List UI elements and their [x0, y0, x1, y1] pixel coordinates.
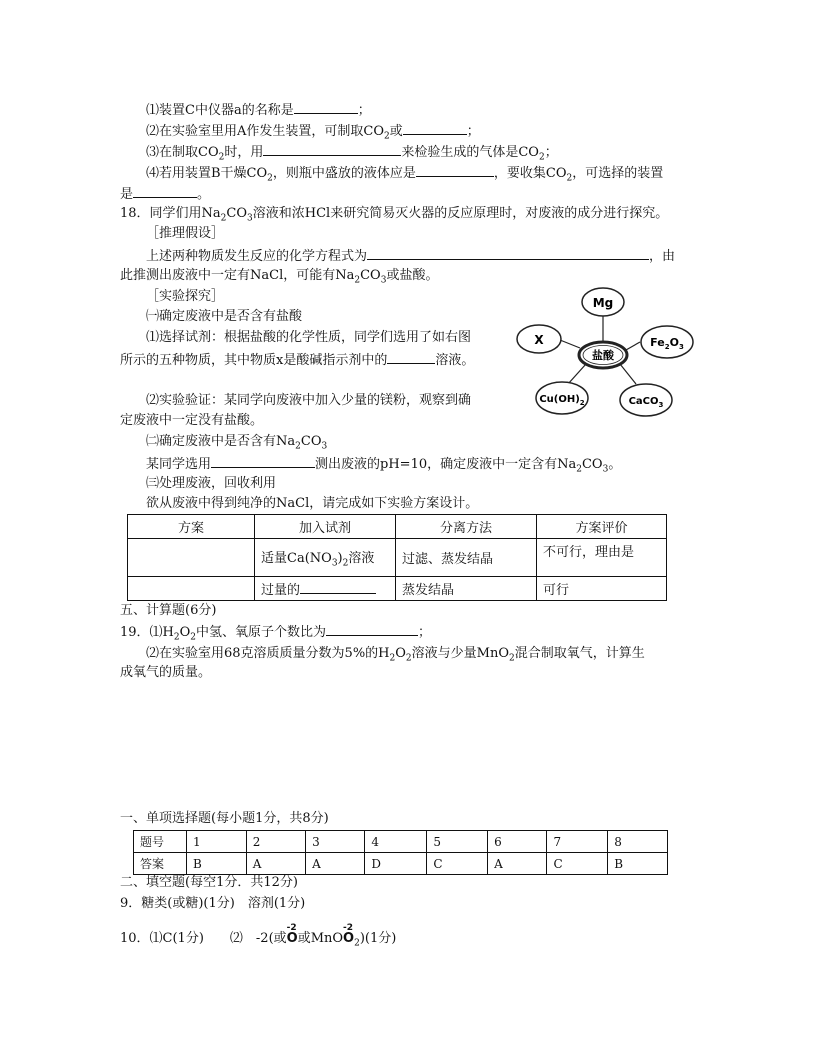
header-evaluation: 方案评价 [537, 515, 667, 539]
answer-blank[interactable] [387, 350, 435, 364]
question-number: 8 [608, 831, 668, 853]
part1-line2: 所示的五种物质，其中物质x是酸碱指示剂中的 溶液。 [120, 350, 474, 370]
q19-line2: ⑵在实验室用68克溶质质量分数为5%的$H_2O_2$溶液与少量MnO$_2$混合制取氧气，计算生 [146, 646, 645, 664]
answer-10: 10．⑴C(1分) ⑵ -2(或 -2 O或MnO -2 $O_2)(1$分) [120, 923, 397, 949]
oxygen-valence: -2 O [343, 923, 355, 946]
answers-sec2-title: 二、填空题(每空1分．共12分) [120, 875, 298, 890]
question-number: 2 [246, 831, 305, 853]
q17-line4: ⑷若用装置B干燥$CO_2$，则瓶中盛放的液体应是 ，要收集$CO_2$，可选择的装置 [146, 163, 663, 188]
answer-value: A [488, 853, 547, 875]
answer-blank[interactable] [403, 121, 467, 135]
hypothesis-line2: 此推测出废液中一定有NaCl，可能有$Na_2CO_3$或盐酸。 [120, 268, 439, 286]
answer-blank[interactable] [300, 580, 376, 594]
q18-intro: 18．同学们用$Na_2CO_3$溶液和浓HCl来研究简易灭火器的反应原理时，对废液的成分进行探究。 [120, 206, 669, 224]
answer-9: 9．糖类(或糖)(1分) 溶剂(1分) [120, 896, 306, 911]
answer-value: C [427, 853, 488, 875]
svg-text:CaCO3: CaCO$_3$ [628, 396, 664, 409]
answer-blank[interactable] [416, 163, 494, 177]
answers-sec1-title: 一、单项选择题(每小题1分，共8分) [120, 811, 329, 826]
reagent-cell: 过量的 [255, 577, 396, 601]
evaluation-cell: 不可行，理由是 [537, 539, 667, 577]
svg-text:盐酸: 盐酸 [592, 349, 614, 362]
equation-blank[interactable] [367, 246, 649, 260]
svg-text:X: X [534, 333, 544, 347]
part2-line: 某同学选用 测出废液的pH=10，确定废液中一定含有$Na_2CO_3$。 [146, 454, 621, 479]
part1-verify-line1: ⑵实验验证：某同学向废液中加入少量的镁粉，观察到确 [146, 393, 472, 408]
hcl-reaction-diagram [508, 284, 698, 420]
experiment-title: ［实验探究］ [146, 289, 225, 304]
node-x [517, 325, 561, 353]
svg-text:Cu(OH)2: $Cu(OH)_2$ [539, 394, 585, 407]
part1-line1: ⑴选择试剂：根据盐酸的化学性质，同学们选用了如右图 [146, 330, 472, 345]
part1-title: ㈠确定废液中是否含有盐酸 [146, 309, 303, 324]
answer-blank[interactable] [326, 622, 418, 636]
solution-table [127, 514, 667, 601]
node-mg [582, 288, 624, 316]
question-number: 7 [547, 831, 608, 853]
q17-line3: ⑶在制取$CO_2$时，用 来检验生成的气体是$CO_2$； [146, 142, 558, 167]
answer-blank[interactable] [263, 142, 401, 156]
answer-blank[interactable] [211, 454, 315, 468]
question-number: 6 [488, 831, 547, 853]
scheme-cell[interactable] [128, 539, 255, 577]
part3-line: 欲从废液中得到纯净的NaCl，请完成如下实验方案设计。 [146, 496, 479, 511]
part1-verify-line2: 定废液中一定没有盐酸。 [120, 413, 264, 428]
q19-line1: 19．$⑴H_2O_2$中氢、氧原子个数比为 ； [120, 622, 431, 647]
table-row [134, 853, 668, 875]
node-caco3 [620, 384, 672, 416]
question-number: 1 [187, 831, 247, 853]
part2-title: ㈡确定废液中是否含有$Na_2CO_3$ [146, 434, 328, 452]
section5-title: 五、计算题(6分) [120, 603, 217, 618]
oxygen-valence: -2 O [286, 923, 298, 946]
node-cuoh2 [536, 382, 588, 414]
question-number: 3 [306, 831, 365, 853]
table-header-row [128, 515, 667, 539]
question-number: 5 [427, 831, 488, 853]
hypothesis-line1: 上述两种物质发生反应的化学方程式为 ，由 [146, 246, 675, 266]
header-reagent: 加入试剂 [255, 515, 396, 539]
answer-value: B [608, 853, 668, 875]
row-label: 题号 [134, 831, 187, 853]
header-method: 分离方法 [396, 515, 537, 539]
node-hcl-center [579, 342, 627, 368]
row-label: 答案 [134, 853, 187, 875]
reagent-cell: 适量$Ca(NO_3)_2$溶液 [255, 539, 396, 577]
question-number: 4 [365, 831, 427, 853]
q17-line1: ⑴装置C中仪器a的名称是 ； [146, 100, 371, 120]
answer-value: A [246, 853, 305, 875]
table-row [134, 831, 668, 853]
q17-line2: ⑵在实验室里用A作发生装置，可制取$CO_2$或 ； [146, 121, 480, 146]
part3-title: ㈢处理废液，回收利用 [146, 476, 277, 491]
node-fe2o3 [641, 326, 693, 358]
table-row [128, 539, 667, 577]
table-row [128, 577, 667, 601]
scheme-cell[interactable] [128, 577, 255, 601]
answer-value: D [365, 853, 427, 875]
q19-line3: 成氧气的质量。 [120, 665, 212, 680]
method-cell: 蒸发结晶 [396, 577, 537, 601]
evaluation-cell: 可行 [537, 577, 667, 601]
answer-value: B [187, 853, 247, 875]
answer-blank[interactable] [294, 100, 358, 114]
answer-key-table [133, 830, 668, 875]
hypothesis-title: ［推理假设］ [146, 226, 225, 241]
q17-line5: 是 。 [120, 184, 210, 204]
header-scheme: 方案 [128, 515, 255, 539]
method-cell: 过滤、蒸发结晶 [396, 539, 537, 577]
answer-blank[interactable] [133, 184, 197, 198]
answer-value: C [547, 853, 608, 875]
answer-value: A [306, 853, 365, 875]
svg-text:Fe2O3: $Fe_2O_3$ [650, 336, 684, 351]
svg-text:Mg: Mg [592, 296, 614, 310]
